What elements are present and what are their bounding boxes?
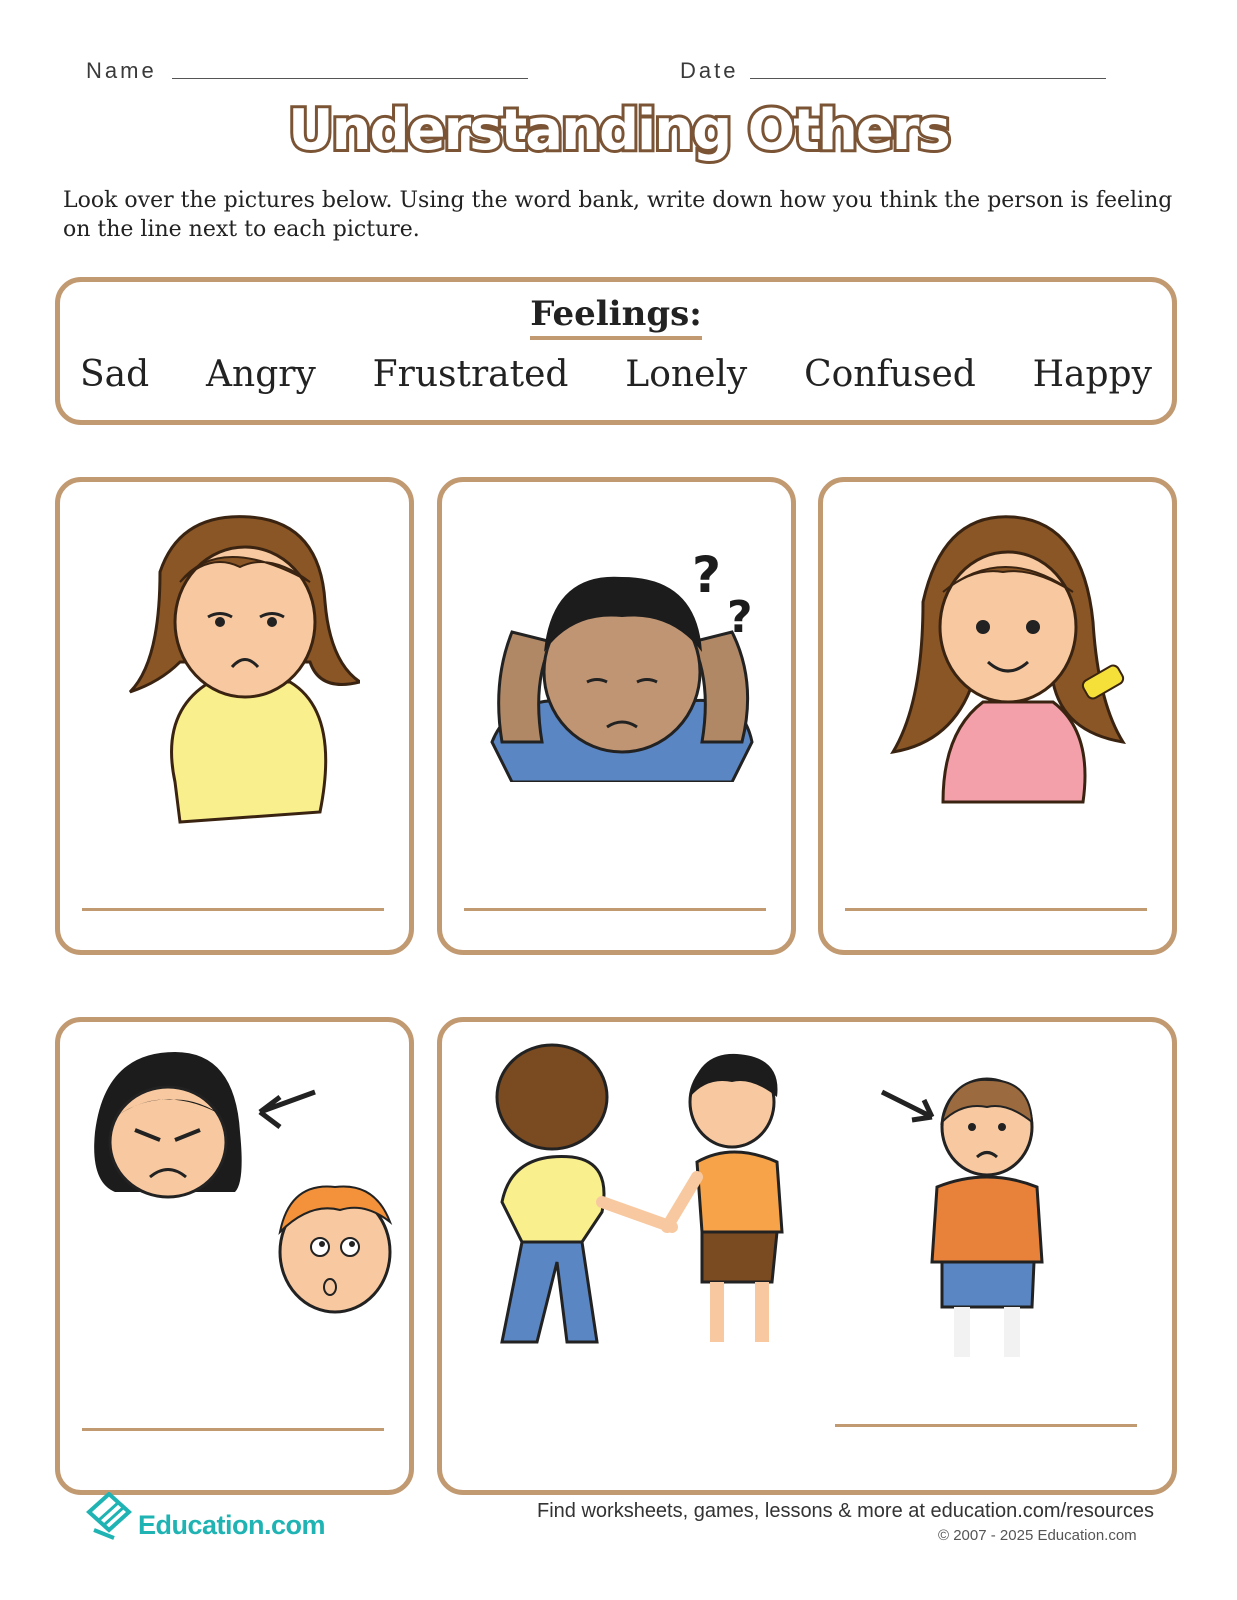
word-lonely: Lonely bbox=[625, 354, 748, 395]
word-bank-title: Feelings: bbox=[60, 294, 1172, 334]
word-bank bbox=[55, 277, 1177, 425]
name-label: Name bbox=[86, 58, 157, 83]
word-angry: Angry bbox=[206, 354, 316, 395]
date-input-line[interactable] bbox=[750, 78, 1106, 79]
playing-boys-illustration bbox=[462, 1042, 1162, 1372]
svg-text:?: ? bbox=[727, 592, 753, 643]
picture-card-2 bbox=[437, 477, 796, 955]
page-title: Understanding Others bbox=[288, 98, 949, 163]
word-frustrated: Frustrated bbox=[372, 354, 569, 395]
education-logo-icon bbox=[84, 1492, 134, 1540]
picture-card-1 bbox=[55, 477, 414, 955]
picture-card-5 bbox=[437, 1017, 1177, 1495]
word-happy: Happy bbox=[1032, 354, 1152, 395]
word-bank-words bbox=[80, 354, 1152, 395]
answer-line-4[interactable] bbox=[82, 1428, 384, 1431]
picture-card-4 bbox=[55, 1017, 414, 1495]
name-input-line[interactable] bbox=[172, 78, 528, 79]
instructions: Look over the pictures below. Using the word bank, write down how you think the person is feeling on the line next to each picture. bbox=[63, 188, 1173, 242]
picture-card-3 bbox=[818, 477, 1177, 955]
angry-girl-illustration bbox=[75, 1042, 395, 1342]
happy-girl-illustration bbox=[883, 512, 1143, 812]
svg-text:?: ? bbox=[692, 546, 722, 604]
footer-copyright: © 2007 - 2025 Education.com bbox=[938, 1527, 1137, 1544]
sad-girl-illustration bbox=[120, 512, 360, 842]
footer-tagline[interactable]: Find worksheets, games, lessons & more at education.com/resources bbox=[537, 1500, 1154, 1522]
answer-line-2[interactable] bbox=[464, 908, 766, 911]
confused-boy-illustration bbox=[472, 532, 772, 782]
answer-line-5[interactable] bbox=[835, 1424, 1137, 1427]
word-confused: Confused bbox=[804, 354, 976, 395]
word-sad: Sad bbox=[80, 354, 150, 395]
education-logo-text[interactable]: Education.com bbox=[138, 1510, 326, 1540]
answer-line-1[interactable] bbox=[82, 908, 384, 911]
date-label: Date bbox=[680, 58, 739, 83]
answer-line-3[interactable] bbox=[845, 908, 1147, 911]
